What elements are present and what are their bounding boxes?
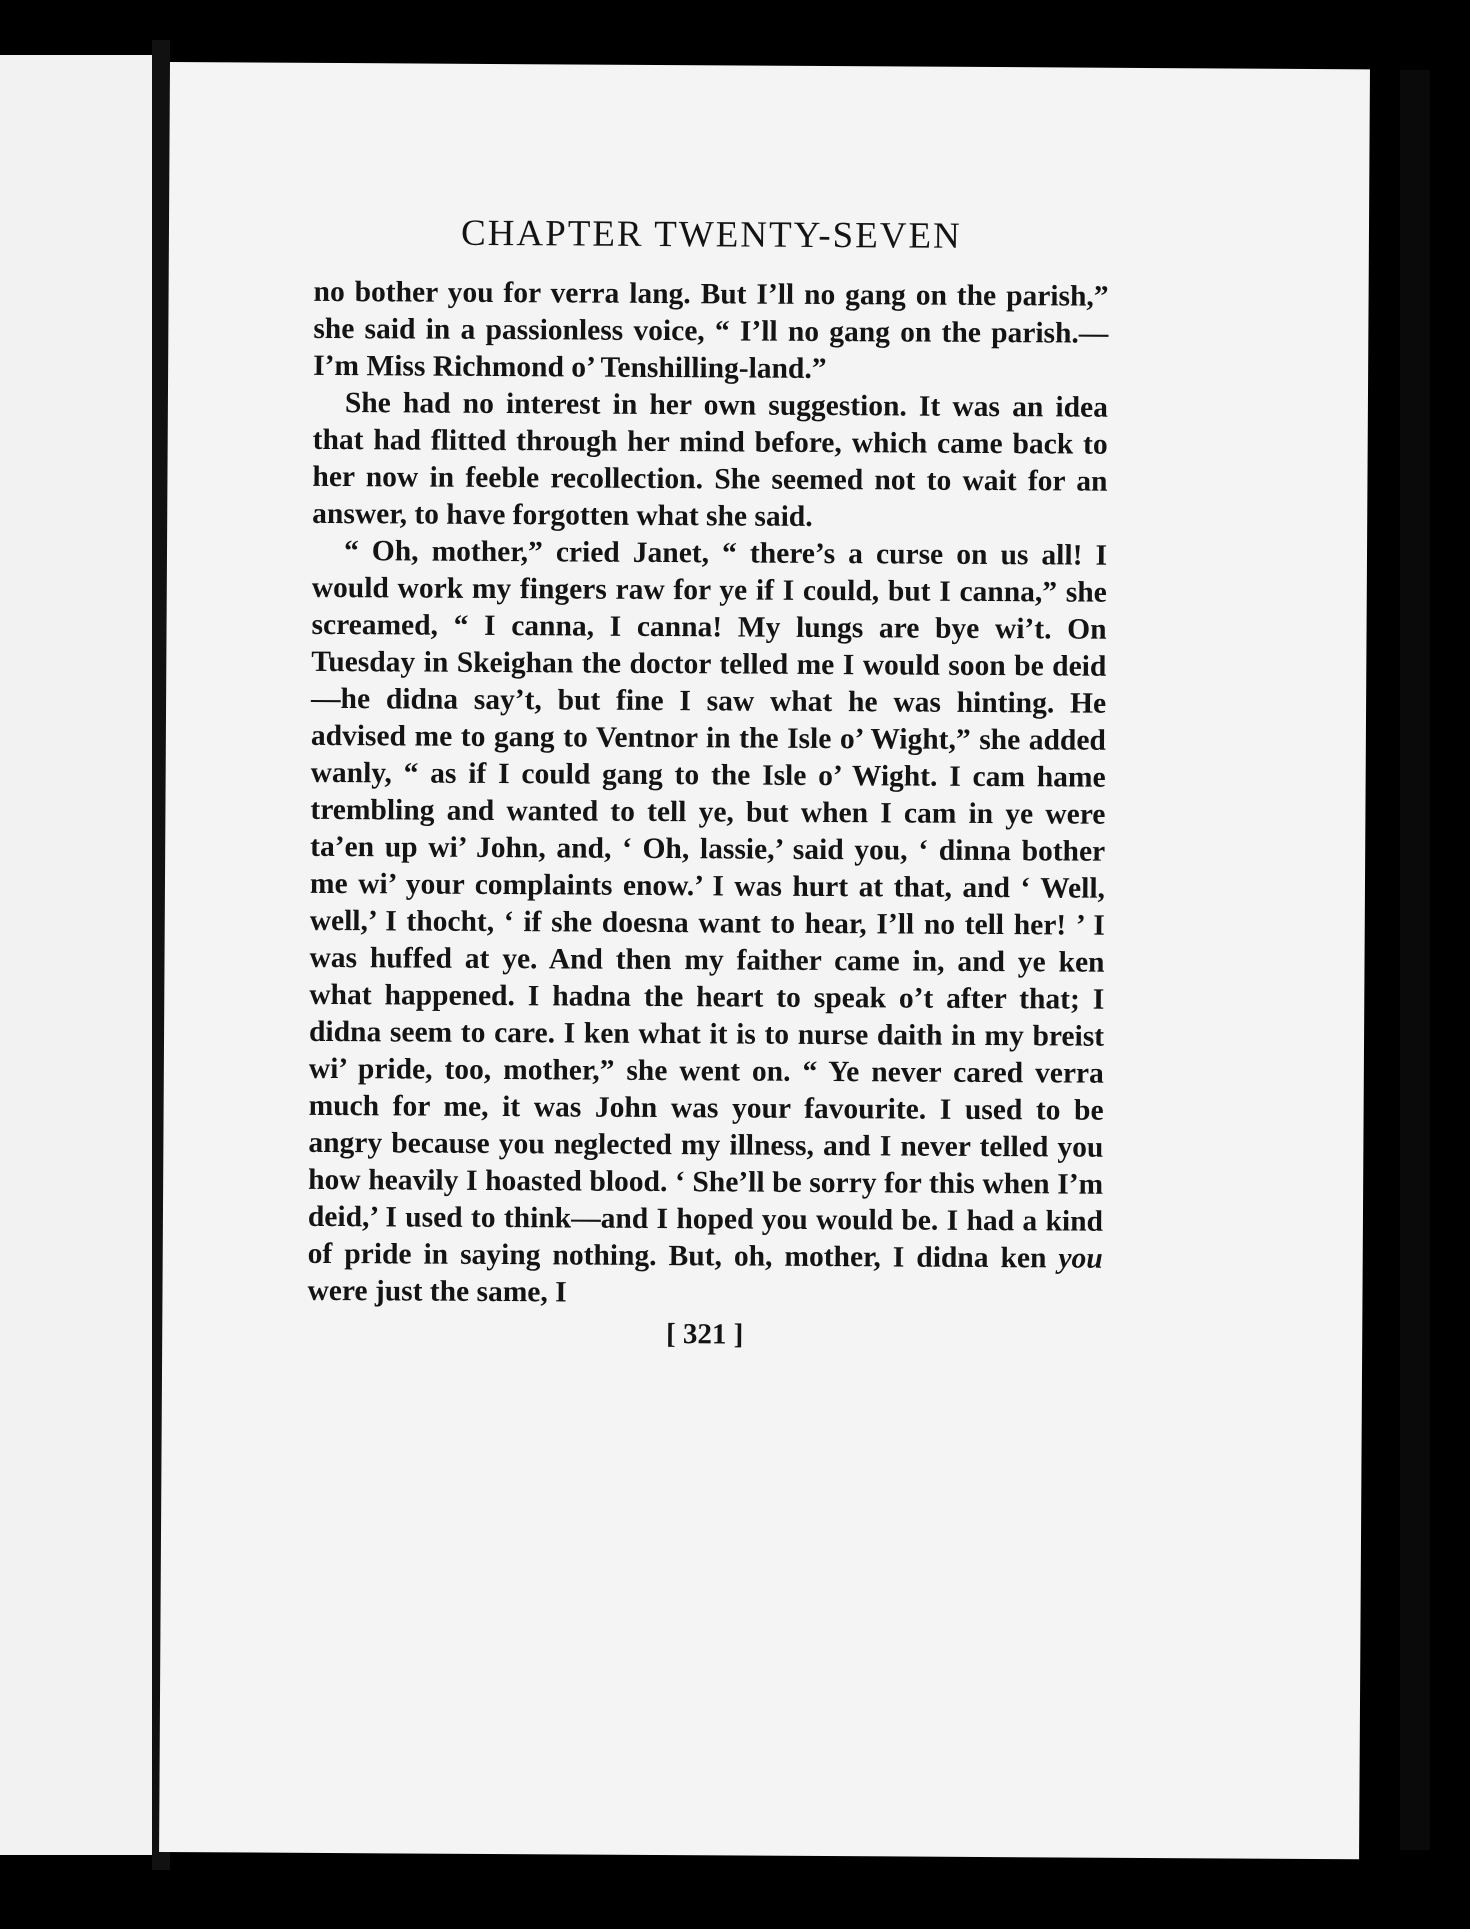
page-number: [ 321 ] xyxy=(665,1318,744,1351)
emphasis-you: you xyxy=(1058,1242,1103,1275)
running-head: CHAPTER TWENTY-SEVEN xyxy=(460,212,962,257)
paragraph-dialogue-end: were just the same, I xyxy=(307,1274,567,1309)
book-page xyxy=(159,62,1370,1859)
page-content xyxy=(307,211,1109,1354)
left-page-fragment xyxy=(0,55,152,1855)
paragraph-dialogue xyxy=(307,533,1107,1315)
paragraph: She had no interest in her own suggestion. It was an idea that had flitted through her mind before, which came back to her now in feeble recollection. She seemed not to wait for an answer, to have forgotten what she said. xyxy=(312,387,1109,533)
paragraph-continued: no bother you for verra lang. But I’ll no gang on the parish,” she said in a passionless voice, “ I’ll no gang on the parish.—I’m Miss Richmond o’ Tenshilling-land.” xyxy=(313,275,1109,386)
right-background xyxy=(1400,70,1430,1850)
paragraph-dialogue-text: “ Oh, mother,” cried Janet, “ there’s a curse on us all! I would work my fingers raw for ye if I could, but I canna,” she screamed, “ I canna, I canna! My lungs are bye wi’t. On Tuesday in Skeighan the doctor telled me I would soon be deid—he didna say’t, but fine I saw what he was hinting. He advised me to gang to Ventnor in the Isle o’ Wight,” she added wanly, “ as if I could gang to the Isle o’ Wight. I cam hame trembling and wanted to tell ye, but when I cam in ye were ta’en up wi’ John, and, ‘ Oh, lassie,’ said you, ‘ dinna bother me wi’ your complaints enow.’ I was hurt at that, and ‘ Well, well,’ I thocht, ‘ if she doesna want to hear, I’ll no tell her! ’ I was huffed at ye. And then my faither came in, and ye ken what happened. I hadna the heart to speak o’t after that; I didna seem to care. I ken what it is to nurse daith in my breist wi’ pride, too, mother,” she went on. “ Ye never cared verra much for me, it was John was your favourite. I used to be angry because you neglected my illness, and I never telled you how heavily I hoasted blood. ‘ She’ll be sorry for this when I’m deid,’ I used to think—and I hoped you would be. I had a kind of pride in saying nothing. But, oh, mother, I didna ken xyxy=(307,535,1108,1275)
